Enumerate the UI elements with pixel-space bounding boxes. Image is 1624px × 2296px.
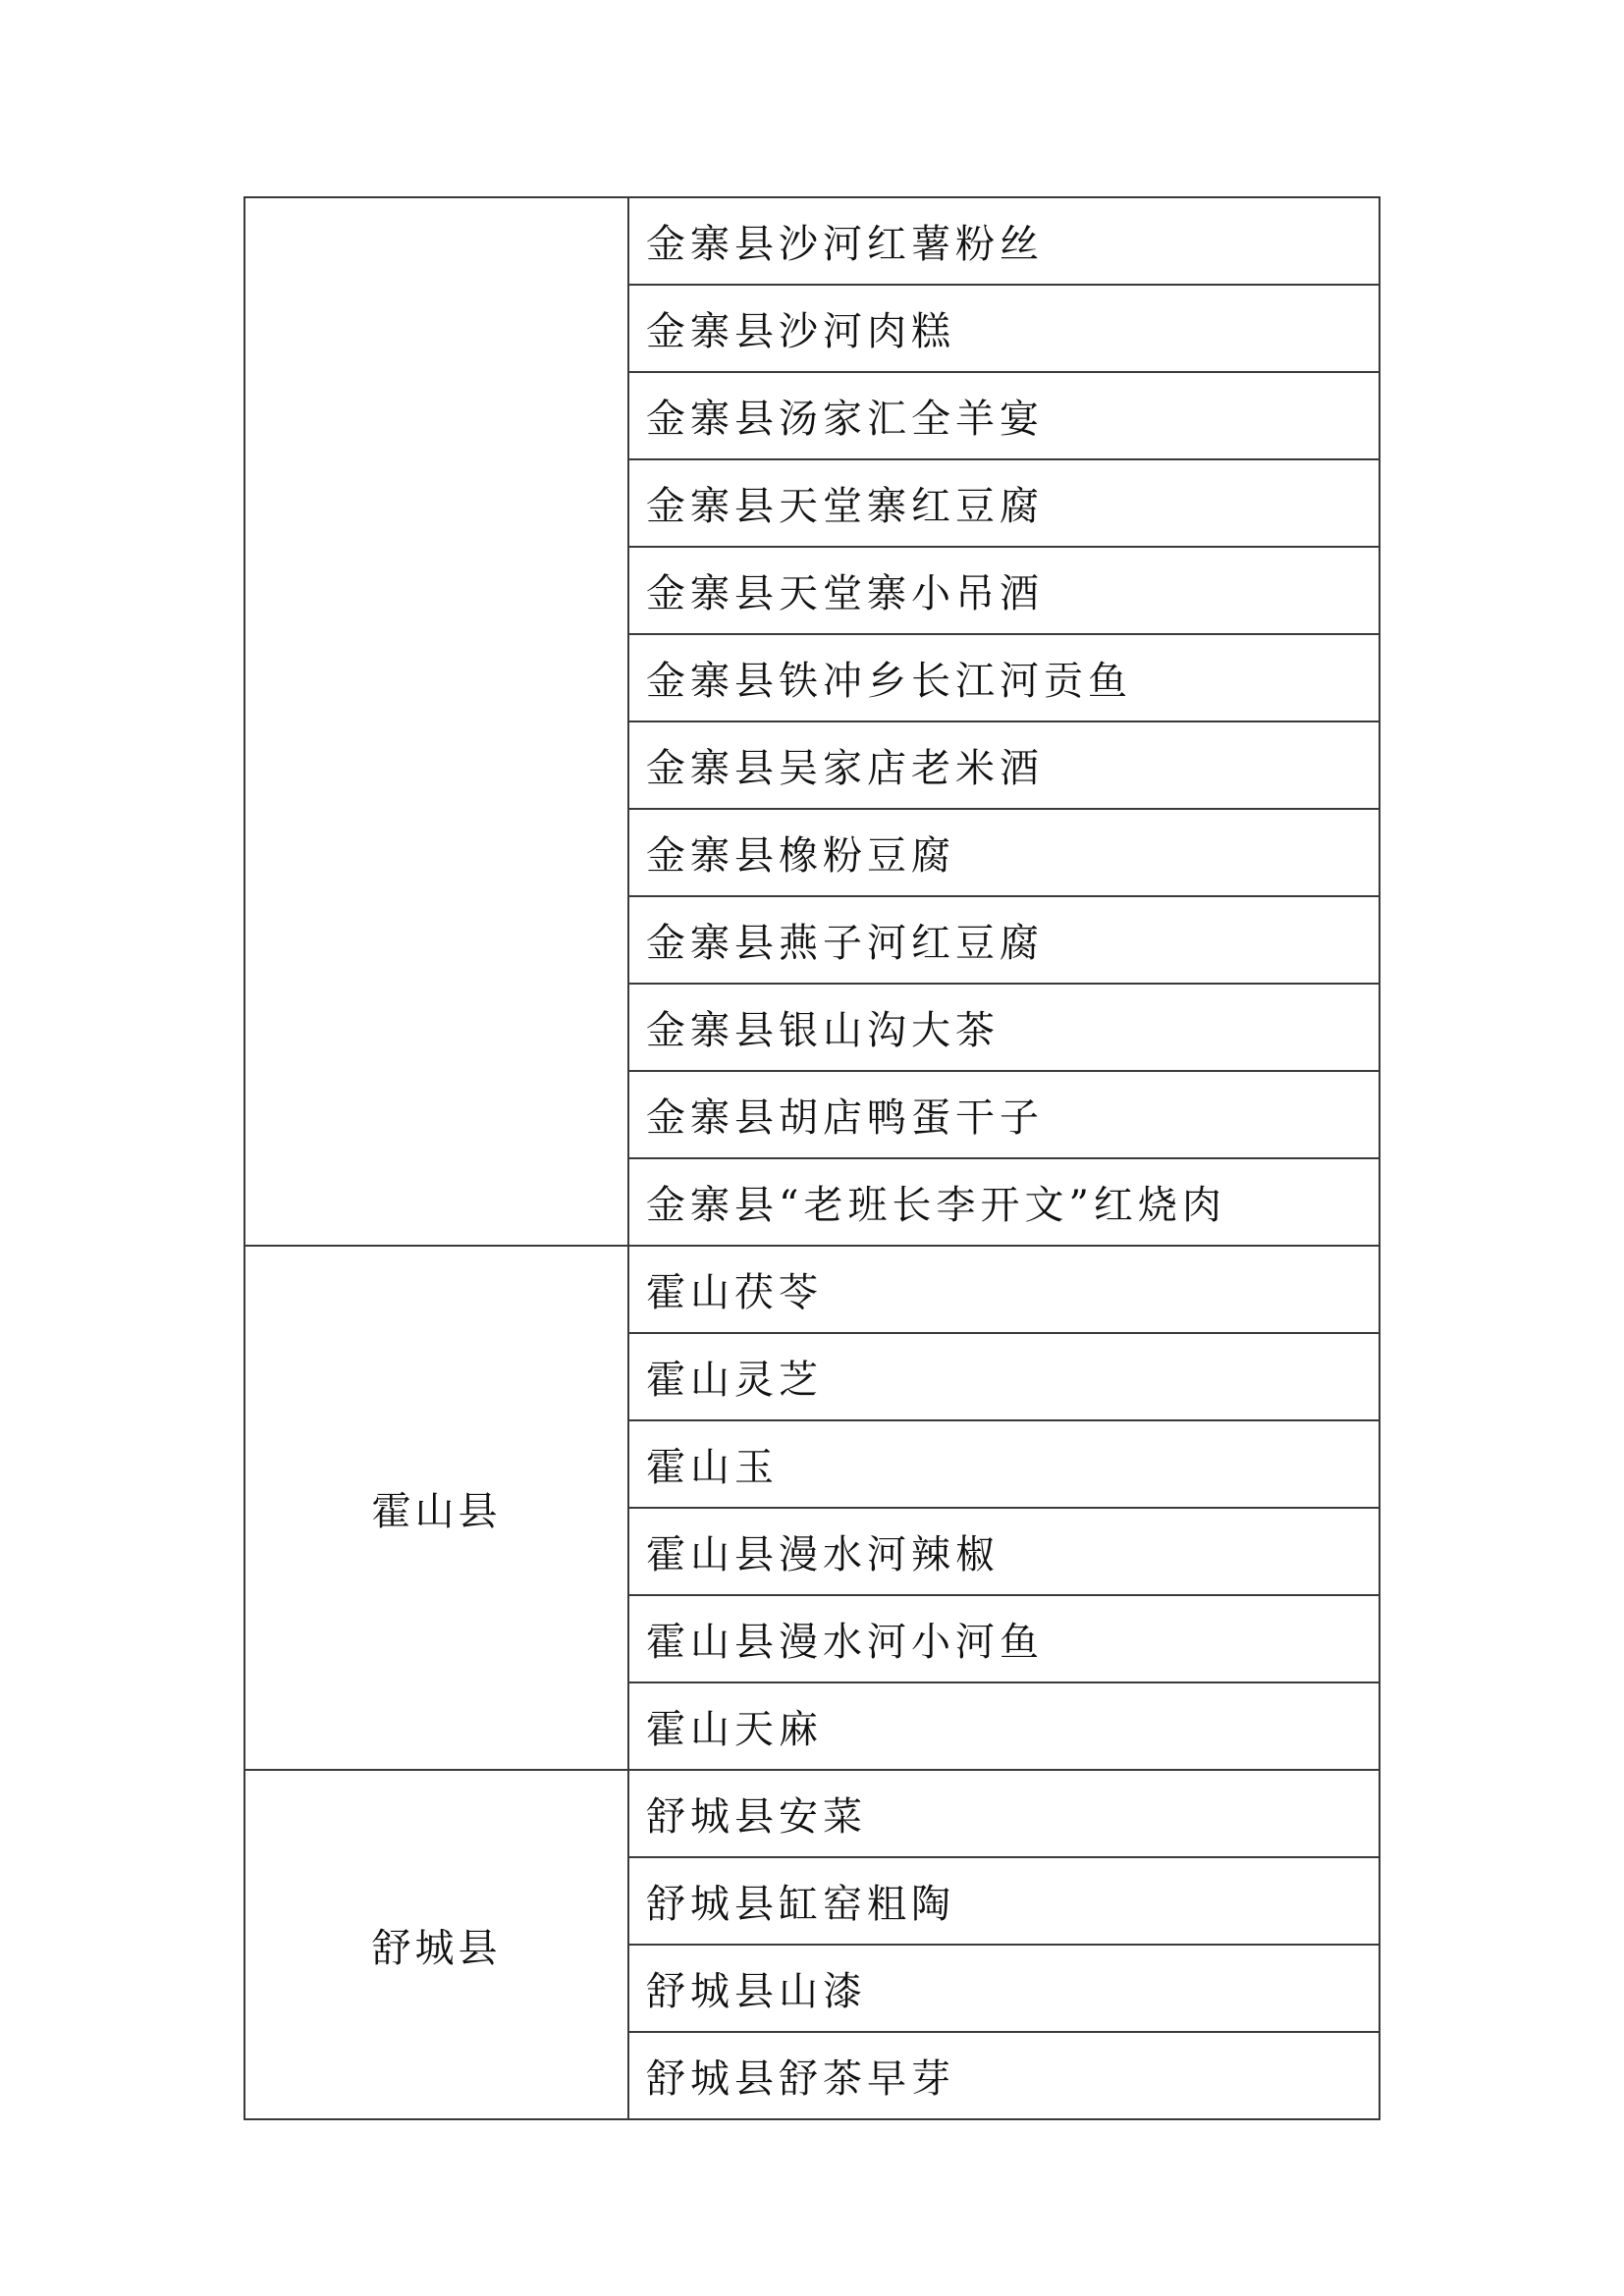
product-cell: 金寨县天堂寨红豆腐 <box>628 459 1380 547</box>
product-table <box>244 196 1380 2120</box>
product-cell: 金寨县胡店鸭蛋干子 <box>628 1071 1380 1158</box>
product-cell: 金寨县“老班长李开文”红烧肉 <box>628 1158 1380 1246</box>
product-cell: 金寨县燕子河红豆腐 <box>628 896 1380 984</box>
product-cell: 金寨县吴家店老米酒 <box>628 721 1380 809</box>
product-cell: 金寨县汤家汇全羊宴 <box>628 372 1380 459</box>
product-cell: 金寨县铁冲乡长江河贡鱼 <box>628 634 1380 721</box>
table-row <box>244 1246 1380 1333</box>
product-cell: 霍山县漫水河小河鱼 <box>628 1595 1380 1682</box>
product-cell: 舒城县山漆 <box>628 1945 1380 2032</box>
product-cell: 金寨县银山沟大茶 <box>628 984 1380 1071</box>
product-cell: 霍山灵芝 <box>628 1333 1380 1420</box>
county-cell <box>244 197 628 1246</box>
table-row <box>244 1770 1380 1857</box>
product-cell: 金寨县天堂寨小吊酒 <box>628 547 1380 634</box>
product-cell: 舒城县安菜 <box>628 1770 1380 1857</box>
product-cell: 霍山玉 <box>628 1420 1380 1508</box>
product-cell: 霍山天麻 <box>628 1682 1380 1770</box>
product-cell: 舒城县缸窑粗陶 <box>628 1857 1380 1945</box>
county-cell: 舒城县 <box>244 1770 628 2119</box>
county-cell: 霍山县 <box>244 1246 628 1770</box>
product-cell: 舒城县舒茶早芽 <box>628 2032 1380 2119</box>
table-row <box>244 197 1380 285</box>
product-cell: 金寨县沙河肉糕 <box>628 285 1380 372</box>
product-cell: 金寨县橡粉豆腐 <box>628 809 1380 896</box>
product-cell: 霍山茯苓 <box>628 1246 1380 1333</box>
product-cell: 霍山县漫水河辣椒 <box>628 1508 1380 1595</box>
product-cell: 金寨县沙河红薯粉丝 <box>628 197 1380 285</box>
